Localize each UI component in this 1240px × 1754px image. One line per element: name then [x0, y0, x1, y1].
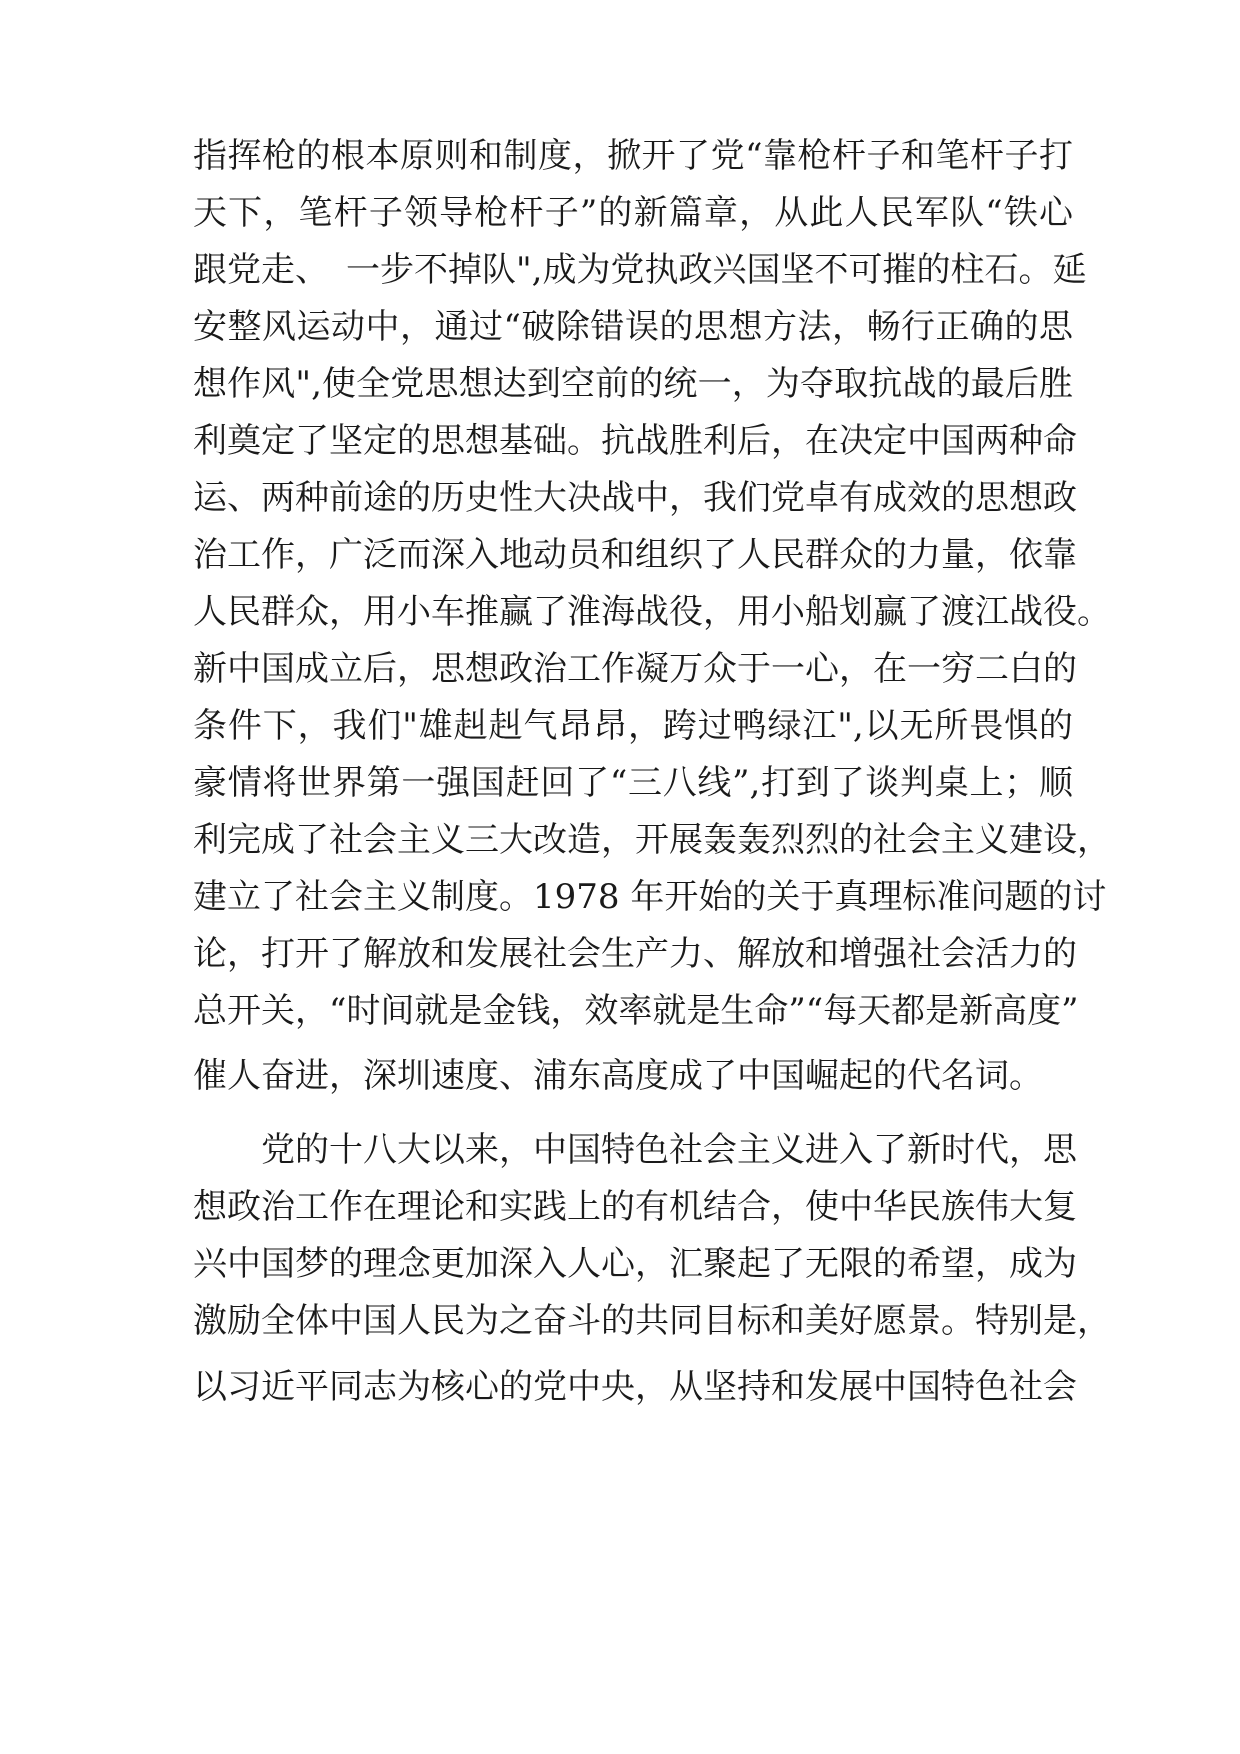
text-line: 想政治工作在理论和实践上的有机结合，使中华民族伟大复 [193, 1187, 1077, 1227]
text-line: 跟党走、 一步不掉队",成为党执政兴国坚不可摧的柱石。延 [193, 250, 1087, 290]
text-line: 兴中国梦的理念更加深入人心，汇聚起了无限的希望，成为 [193, 1244, 1077, 1284]
text-line: 党的十八大以来，中国特色社会主义进入了新时代，思 [193, 1130, 1077, 1170]
text-line: 利完成了社会主义三大改造，开展轰轰烈烈的社会主义建设， [193, 820, 1111, 860]
text-line: 安整风运动中，通过“破除错误的思想方法，畅行正确的思 [193, 307, 1073, 347]
text-line: 天下，笔杆子领导枪杆子”的新篇章，从此人民军队“铁心 [193, 193, 1073, 233]
text-line: 利奠定了坚定的思想基础。抗战胜利后，在决定中国两种命 [193, 421, 1077, 461]
text-line: 指挥枪的根本原则和制度，掀开了党“靠枪杆子和笔杆子打 [193, 136, 1073, 176]
text-line: 豪情将世界第一强国赶回了“三八线”,打到了谈判桌上；顺 [193, 763, 1073, 803]
text-line: 运、两种前途的历史性大决战中，我们党卓有成效的思想政 [193, 478, 1077, 518]
text-line: 激励全体中国人民为之奋斗的共同目标和美好愿景。特别是， [193, 1301, 1111, 1341]
text-line: 治工作，广泛而深入地动员和组织了人民群众的力量，依靠 [193, 535, 1077, 575]
text-line: 建立了社会主义制度。1978 年开始的关于真理标准问题的讨 [193, 877, 1107, 917]
text-line: 条件下，我们"雄赳赳气昂昂，跨过鸭绿江",以无所畏惧的 [193, 706, 1073, 746]
text-line: 以习近平同志为核心的党中央，从坚持和发展中国特色社会 [193, 1367, 1077, 1407]
text-line: 新中国成立后，思想政治工作凝万众于一心，在一穷二白的 [193, 649, 1077, 689]
text-line: 总开关，“时间就是金钱，效率就是生命”“每天都是新高度” [193, 991, 1079, 1031]
text-line: 人民群众，用小车推赢了淮海战役，用小船划赢了渡江战役。 [193, 592, 1111, 632]
text-line: 催人奋进，深圳速度、浦东高度成了中国崛起的代名词。 [193, 1056, 1043, 1096]
text-line: 论，打开了解放和发展社会生产力、解放和增强社会活力的 [193, 934, 1077, 974]
text-line: 想作风",使全党思想达到空前的统一，为夺取抗战的最后胜 [193, 364, 1073, 404]
